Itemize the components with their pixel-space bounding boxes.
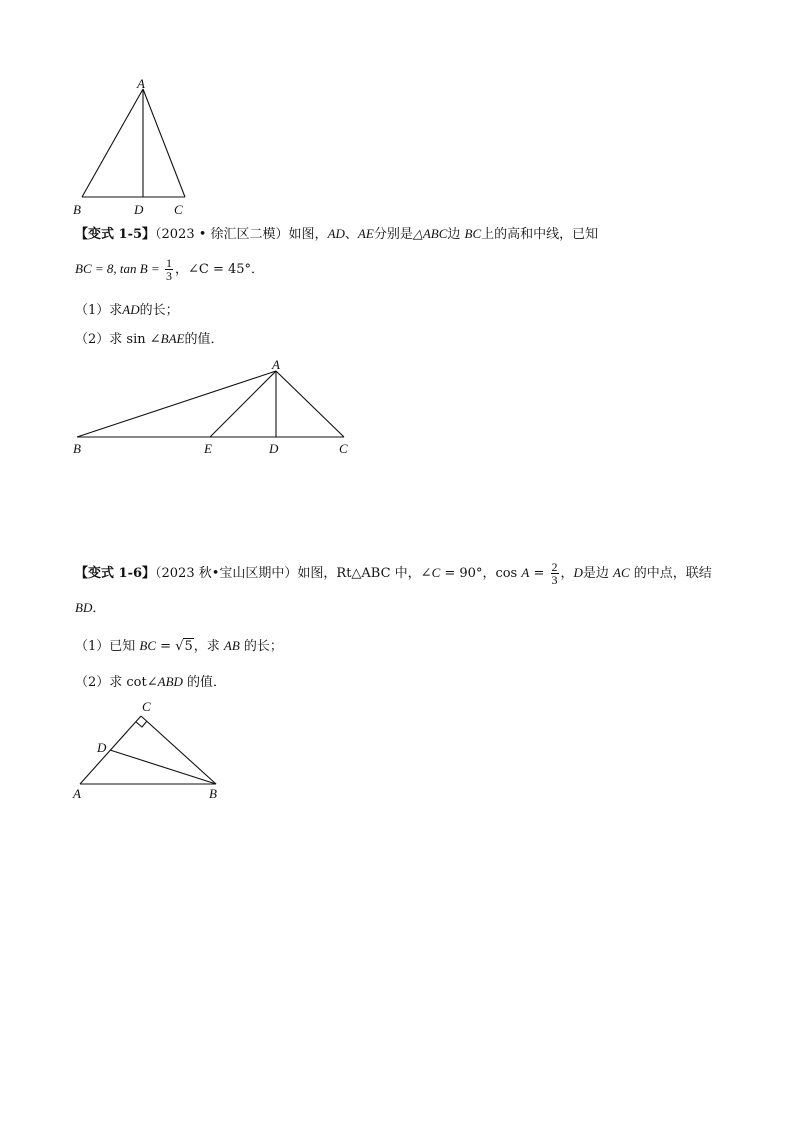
label-b: B — [73, 202, 81, 217]
var-abd: ABD — [157, 674, 183, 689]
label-b: B — [209, 786, 217, 801]
right-angle-marker — [136, 721, 147, 727]
text: （2）求 sin ∠ — [75, 332, 161, 347]
condition-angle-c: ，∠C = 45°． — [174, 262, 265, 277]
label-a: A — [272, 357, 280, 372]
text: 上的高和中线，已知 — [481, 227, 599, 242]
text: 、 — [344, 227, 358, 242]
frac-numerator: 2 — [551, 560, 558, 574]
problem-source: （2023 秋•宝山区期中） — [155, 566, 298, 581]
var-bc: BC — [464, 226, 482, 241]
frac-denominator: 3 — [165, 269, 172, 283]
text: 的值． — [182, 675, 227, 690]
text: ， — [560, 566, 574, 581]
var-ad: AD — [327, 226, 345, 241]
problem-tag: 【变式 1-6】 — [75, 566, 156, 581]
var-ac: AC — [613, 565, 630, 580]
text: （2）求 cot∠ — [75, 675, 158, 690]
var-bd: BD — [75, 600, 93, 615]
var-bc: BC — [139, 638, 157, 653]
text: ，求 — [193, 639, 224, 654]
var-ab: AB — [223, 638, 240, 653]
problem-tag: 【变式 1-5】 — [75, 227, 156, 242]
text: （1）求 — [75, 303, 123, 318]
text: = 90°，cos — [440, 566, 522, 581]
label-a: A — [73, 786, 81, 801]
label-d: D — [134, 202, 144, 217]
label-e: E — [204, 441, 212, 456]
text: 如图，Rt△ABC 中，∠ — [297, 566, 432, 581]
var-a: A — [521, 565, 530, 580]
text: 边 — [447, 227, 465, 242]
text: 分别是 — [373, 227, 413, 242]
segment-bd — [110, 750, 216, 784]
text: 的值． — [184, 332, 224, 347]
sqrt-radicand: 5 — [184, 639, 193, 654]
var-triangle: △ABC — [412, 226, 448, 241]
label-c: C — [174, 202, 183, 217]
text: 的中点，联结 — [629, 566, 712, 581]
label-b: B — [73, 441, 81, 456]
var-bae: BAE — [160, 331, 185, 346]
text: 如图， — [288, 227, 328, 242]
label-d: D — [269, 441, 279, 456]
text: = — [529, 566, 549, 581]
text: 是边 — [582, 566, 614, 581]
segment-bc — [141, 716, 216, 784]
frac-numerator: 1 — [165, 256, 172, 270]
problem-source: （2023 • 徐汇区二模） — [155, 227, 289, 242]
label-c: C — [339, 441, 348, 456]
label-c: C — [142, 699, 151, 714]
text: 的长； — [239, 639, 283, 654]
text: = √ — [156, 639, 184, 654]
var-c: C — [431, 565, 441, 580]
text: （1）已知 — [75, 639, 140, 654]
label-d: D — [97, 740, 107, 755]
frac-denominator: 3 — [551, 573, 558, 587]
condition-bc-tanb: BC = 8, tan B = — [75, 261, 163, 276]
var-d: D — [573, 565, 583, 580]
var-ad: AD — [122, 302, 140, 317]
var-ae: AE — [357, 226, 374, 241]
text: 的长； — [139, 303, 179, 318]
text: ． — [92, 601, 106, 616]
label-a: A — [137, 76, 145, 91]
